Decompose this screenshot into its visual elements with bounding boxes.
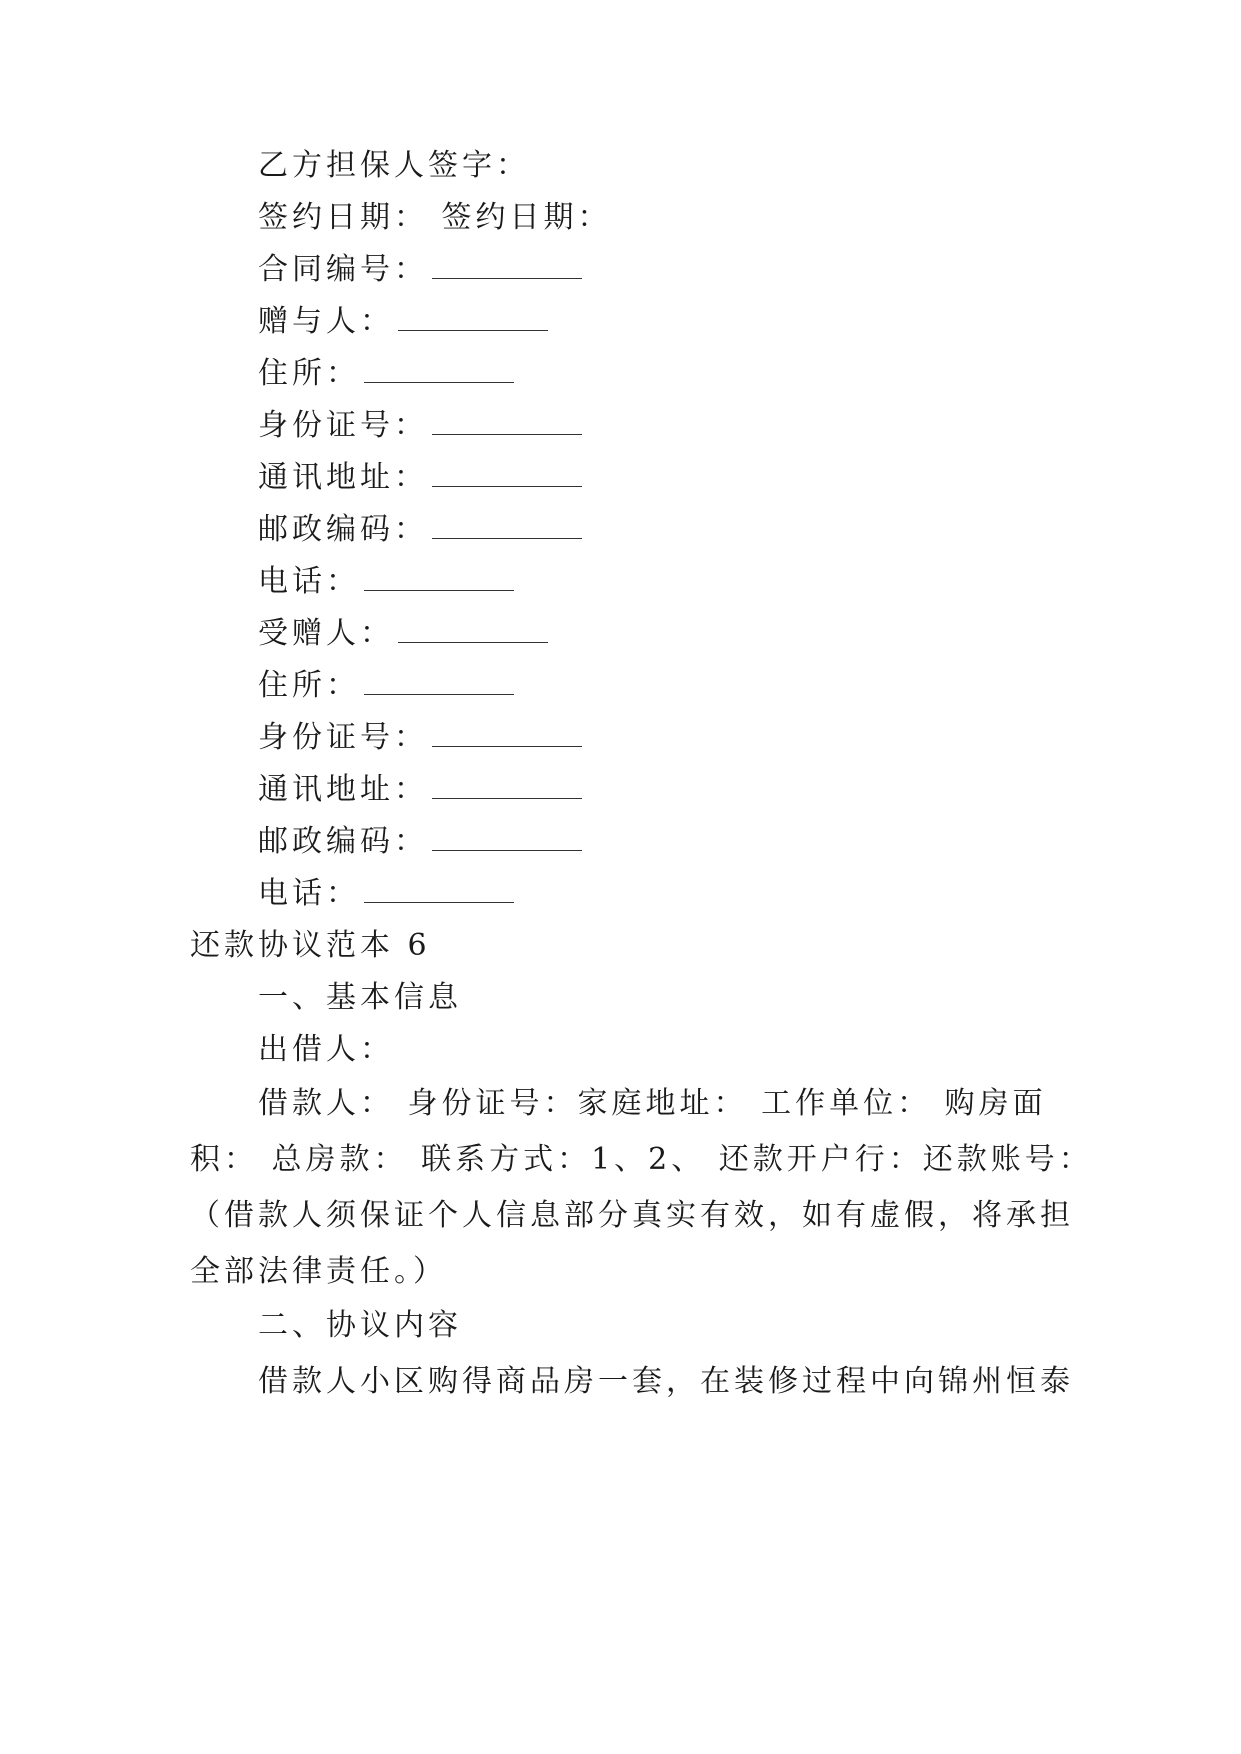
donor-zip-field: [258, 510, 582, 550]
borrower-info-line: 积： 总房款： 联系方式：1、2、 还款开户行：还款账号：: [190, 1142, 1093, 1177]
blank-line: [398, 620, 548, 643]
content-paragraph: 借款人小区购得商品房一套，在装修过程中向锦州恒泰: [258, 1364, 1074, 1399]
donor-phone-field: [258, 562, 514, 602]
blank-line: [364, 672, 514, 695]
blank-line: [364, 360, 514, 383]
donee-mail-label: 通讯地址：: [258, 772, 428, 807]
content-heading: 二、协议内容: [258, 1308, 462, 1343]
donee-label: 受赠人：: [258, 616, 394, 651]
donee-phone-label: 电话：: [258, 876, 360, 911]
donor-phone-label: 电话：: [258, 564, 360, 599]
blank-line: [364, 568, 514, 591]
basic-info-heading: 一、基本信息: [258, 980, 462, 1015]
section-title: 还款协议范本 6: [190, 928, 431, 963]
donee-address-label: 住所：: [258, 668, 360, 703]
donor-mail-label: 通讯地址：: [258, 460, 428, 495]
blank-line: [432, 724, 582, 747]
borrower-info-line: 借款人： 身份证号：家庭地址： 工作单位： 购房面: [258, 1086, 1047, 1121]
donee-id-label: 身份证号：: [258, 720, 428, 755]
donor-label: 赠与人：: [258, 304, 394, 339]
sign-date-label: 签约日期： 签约日期：: [258, 200, 612, 235]
donor-mail-field: [258, 458, 582, 498]
donee-zip-field: [258, 822, 582, 862]
donor-id-label: 身份证号：: [258, 408, 428, 443]
donee-zip-label: 邮政编码：: [258, 824, 428, 859]
blank-line: [398, 308, 548, 331]
blank-line: [432, 412, 582, 435]
blank-line: [432, 516, 582, 539]
blank-line: [432, 464, 582, 487]
lender-label: 出借人：: [258, 1032, 394, 1067]
blank-line: [432, 828, 582, 851]
contract-number-field: [258, 250, 582, 290]
donor-id-field: [258, 406, 582, 446]
donor-zip-label: 邮政编码：: [258, 512, 428, 547]
donee-phone-field: [258, 874, 514, 914]
borrower-info-line: （借款人须保证个人信息部分真实有效，如有虚假，将承担: [190, 1198, 1074, 1233]
contract-number-label: 合同编号：: [258, 252, 428, 287]
blank-line: [364, 880, 514, 903]
donee-field: [258, 614, 548, 654]
donee-mail-field: [258, 770, 582, 810]
borrower-info-line: 全部法律责任。）: [190, 1254, 447, 1289]
guarantor-signature-label: 乙方担保人签字：: [258, 148, 530, 183]
donor-address-field: [258, 354, 514, 394]
donor-address-label: 住所：: [258, 356, 360, 391]
donee-address-field: [258, 666, 514, 706]
blank-line: [432, 776, 582, 799]
donee-id-field: [258, 718, 582, 758]
blank-line: [432, 256, 582, 279]
donor-field: [258, 302, 548, 342]
